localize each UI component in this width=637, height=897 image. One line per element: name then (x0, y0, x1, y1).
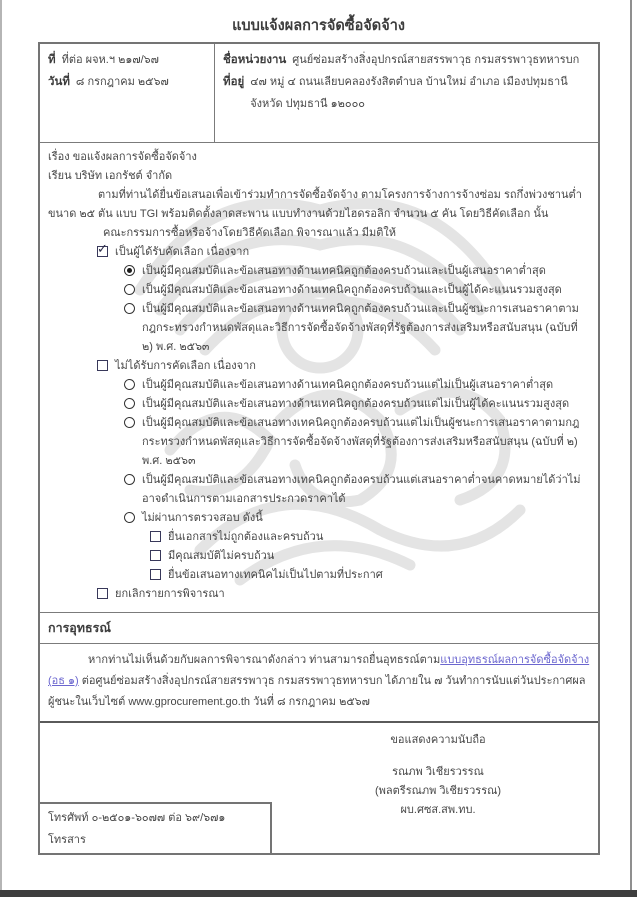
fail-check-2-checkbox[interactable] (150, 550, 161, 561)
appeal-text-before-link: หากท่านไม่เห็นด้วยกับผลการพิจารณาดังกล่าว ท่านสามารถยื่นอุทธรณ์ตาม (88, 654, 441, 666)
page-edge-right (630, 0, 632, 897)
fail-check-2 (150, 547, 590, 566)
not-awarded-reason-4-label: เป็นผู้มีคุณสมบัติและข้อเสนอทางเทคนิคถูกต้องครบถ้วนแต่เสนอราคาต่ำจนคาดหมายได้ว่าไม่อาจดำเนินการตามเอกสารประกวดราคาได้ (142, 474, 581, 505)
awarded-reason-3-radio[interactable] (124, 303, 135, 314)
awarded-checkbox[interactable] (97, 246, 108, 257)
not-awarded-label: ไม่ได้รับการคัดเลือก เนื่องจาก (115, 360, 256, 372)
phone-line (48, 807, 262, 829)
page-title: แบบแจ้งผลการจัดซื้อจัดจ้าง (232, 18, 405, 34)
not-awarded-reason-2 (124, 395, 590, 414)
signer-full-name: (พลตรีรณภพ วิเชียรวรรณ) (375, 785, 501, 797)
doc-date-line (48, 71, 206, 93)
page-bottom-bar (0, 890, 637, 897)
header-agency-cell (215, 44, 598, 142)
agency-value: ศูนย์ซ่อมสร้างสิ่งอุปกรณ์สายสรรพาวุธ กรมสรรพาวุธทหารบก (292, 54, 580, 66)
not-awarded-reason-5-radio[interactable] (124, 512, 135, 523)
awarded-reason-1 (124, 262, 590, 281)
not-awarded-reason-3 (124, 414, 590, 471)
signer-name: รณภพ วิเชียรวรรณ (392, 766, 484, 778)
signer-position: ผบ.ศซส.สพ.ทบ. (400, 804, 476, 816)
doc-date-value: ๘ กรกฎาคม ๒๕๖๗ (75, 76, 169, 88)
doc-no-line (48, 49, 206, 71)
appeal-paragraph (48, 650, 590, 713)
not-awarded-option (97, 357, 590, 376)
address-line (223, 71, 590, 115)
closing-line: ขอแสดงความนับถือ (390, 734, 486, 746)
awarded-reason-2-radio[interactable] (124, 284, 135, 295)
committee-line: คณะกรรมการซื้อหรือจ้างโดยวิธีคัดเลือก พิจารณาแล้ว มีมติให้ (103, 227, 396, 239)
agency-line (223, 49, 590, 71)
fail-check-2-label: มีคุณสมบัติไม่ครบถ้วน (168, 550, 275, 562)
awarded-reason-1-label: เป็นผู้มีคุณสมบัติและข้อเสนอทางด้านเทคนิคถูกต้องครบถ้วนและเป็นผู้เสนอราคาต่ำสุด (142, 265, 546, 277)
awarded-reason-3 (124, 300, 590, 357)
fax-label: โทรสาร (48, 834, 86, 846)
fail-check-3-checkbox[interactable] (150, 569, 161, 580)
not-awarded-reason-5-label: ไม่ผ่านการตรวจสอบ ดังนี้ (142, 512, 263, 524)
not-awarded-reason-1-radio[interactable] (124, 379, 135, 390)
awarded-reason-1-radio[interactable] (124, 265, 135, 276)
not-awarded-reason-1 (124, 376, 590, 395)
awarded-reason-2-label: เป็นผู้มีคุณสมบัติและข้อเสนอทางด้านเทคนิคถูกต้องครบถ้วนและเป็นผู้ได้คะแนนรวมสูงสุด (142, 284, 562, 296)
header-row (40, 44, 598, 142)
fail-check-1-checkbox[interactable] (150, 531, 161, 542)
salutation-line: เรียน บริษัท เอกรัชต์ จำกัด (48, 170, 173, 182)
intro-paragraph: ตามที่ท่านได้ยื่นข้อเสนอเพื่อเข้าร่วมทำการจัดซื้อจัดจ้าง ตามโครงการจ้างการจ้างซ่อม รถกึ่งพ่วงชานต่ำ ขนาด ๒๕ ตัน แบบ TGI พร้อมติดตั้งลาดสะพาน แบบทำงานด้วยไฮดรอลิก จำนวน ๕ คัน โดยวิธีคัดเลือก นั้น (48, 189, 582, 220)
not-awarded-reason-1-label: เป็นผู้มีคุณสมบัติและข้อเสนอทางด้านเทคนิคถูกต้องครบถ้วนแต่ไม่เป็นผู้เสนอราคาต่ำสุด (142, 379, 554, 391)
awarded-reason-3-label: เป็นผู้มีคุณสมบัติและข้อเสนอทางด้านเทคนิคถูกต้องครบถ้วนและเป็นผู้ชนะการเสนอราคาตามกฎกระทรวงกำหนดพัสดุและวิธีการจัดซื้อจัดจ้างพัสดุที่รัฐต้องการส่งเสริมหรือสนับสนุน (ฉบับที่ ๒) พ.ศ. ๒๕๖๓ (142, 303, 579, 353)
awarded-label: เป็นผู้ได้รับคัดเลือก เนื่องจาก (115, 246, 250, 258)
header-doc-cell (40, 44, 215, 142)
phone-label: โทรศัพท์ (48, 812, 89, 824)
not-awarded-reason-5 (124, 509, 590, 528)
document-form (38, 42, 600, 855)
fax-line (48, 829, 262, 851)
appeal-section-body (40, 643, 598, 721)
not-awarded-reason-4 (124, 471, 590, 509)
fail-check-1 (150, 528, 590, 547)
appeal-text-after-link: ต่อศูนย์ซ่อมสร้างสิ่งอุปกรณ์สายสรรพาวุธ กรมสรรพาวุธทหารบก ได้ภายใน ๗ วันทำการนับแต่วันประกาศผลผู้ชนะในเว็บไซต์ www.gprocurement.go.th วันที่ ๘ กรกฎาคม ๒๕๖๗ (48, 675, 586, 708)
appeal-form-link[interactable]: แบบอุทธรณ์ผลการจัดซื้อจัดจ้าง (อธ ๑) (48, 654, 590, 687)
address-label: ที่อยู่ (223, 76, 245, 88)
fail-check-3 (150, 566, 590, 585)
page-edge-left (0, 0, 2, 897)
awarded-option (97, 243, 590, 262)
address-value: ๔๗ หมู่ ๔ ถนนเลียบคลองรังสิตตำบล บ้านใหม่ อำเภอ เมืองปทุมธานี จังหวัด ปทุมธานี ๑๒๐๐๐ (250, 76, 568, 110)
fail-check-1-label: ยื่นเอกสารไม่ถูกต้องและครบถ้วน (168, 531, 324, 543)
not-awarded-reason-2-radio[interactable] (124, 398, 135, 409)
letter-body (40, 142, 598, 612)
cancelled-checkbox[interactable] (97, 588, 108, 599)
not-awarded-reason-2-label: เป็นผู้มีคุณสมบัติและข้อเสนอทางด้านเทคนิคถูกต้องครบถ้วนแต่ไม่เป็นผู้ได้คะแนนรวมสูงสุด (142, 398, 570, 410)
not-awarded-reason-3-label: เป็นผู้มีคุณสมบัติและข้อเสนอทางเทคนิคถูกต้องครบถ้วนแต่ไม่เป็นผู้ชนะการเสนอราคาตามกฎกระทรวงกำหนดพัสดุและวิธีการจัดซื้อจัดจ้างพัสดุที่รัฐต้องการส่งเสริมหรือสนับสนุน (ฉบับที่ ๒) พ.ศ. ๒๕๖๓ (142, 417, 580, 467)
not-awarded-reason-3-radio[interactable] (124, 417, 135, 428)
phone-value: ๐-๒๕๐๑-๖๐๗๗ ต่อ ๖๙/๖๗๑ (91, 812, 226, 824)
not-awarded-checkbox[interactable] (97, 360, 108, 371)
doc-no-value: ที่ต่อ ผจห.ฯ ๒๑๗/๖๗ (61, 54, 159, 66)
contact-box (38, 802, 272, 855)
signature-block (318, 731, 558, 820)
subject-line: เรื่อง ขอแจ้งผลการจัดซื้อจัดจ้าง (48, 151, 197, 163)
signature-row (40, 721, 598, 853)
fail-check-3-label: ยื่นข้อเสนอทางเทคนิคไม่เป็นไปตามที่ประกาศ (168, 569, 383, 581)
awarded-reason-2 (124, 281, 590, 300)
not-awarded-reason-4-radio[interactable] (124, 474, 135, 485)
cancelled-label: ยกเลิกรายการพิจารณา (115, 588, 225, 600)
appeal-section-heading: การอุทธรณ์ (40, 612, 598, 643)
cancelled-option (97, 585, 590, 604)
agency-label: ชื่อหน่วยงาน (223, 54, 287, 66)
doc-date-label: วันที่ (48, 76, 70, 88)
doc-no-label: ที่ (48, 54, 56, 66)
